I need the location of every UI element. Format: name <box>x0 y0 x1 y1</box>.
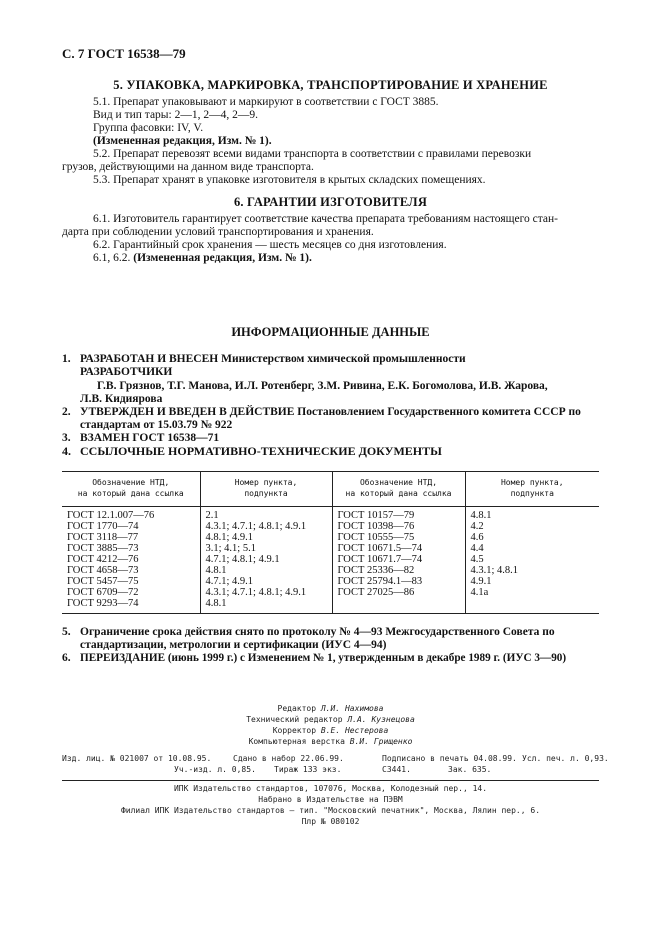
info-1-num: 1. <box>62 353 71 365</box>
imprint-pub-sheets: Уч.-изд. л. 0,85. <box>174 765 256 774</box>
imprint-divider <box>62 780 599 781</box>
info-1-developers-names: Г.В. Грязнов, Т.Г. Манова, И.Л. Ротенберг, З.М. Ривина, Е.К. Богомолова, И.В. Жарова, <box>97 380 548 392</box>
clause-5-2-line2: грузов, действующими на данном виде транспорта. <box>62 161 314 173</box>
header-clause-2: Номер пункта, подпункта <box>465 472 599 507</box>
imprint-plr: Плр № 080102 <box>301 817 360 826</box>
info-6-num: 6. <box>62 652 71 664</box>
info-2-approved-line2: стандартам от 15.03.79 № 922 <box>80 419 233 431</box>
section-5-title: 5. УПАКОВКА, МАРКИРОВКА, ТРАНСПОРТИРОВАНИЕ И ХРАНЕНИЕ <box>113 78 548 92</box>
imprint-license: Изд. лиц. № 021007 от 10.08.95. <box>62 754 212 763</box>
info-1-developers-label: РАЗРАБОТЧИКИ <box>80 366 173 378</box>
table-body-row <box>62 507 599 614</box>
amendment-note-6 <box>93 252 312 265</box>
amendment-note: (Измененная редакция, Изм. № 1). <box>93 135 272 147</box>
info-3-num: 3. <box>62 432 71 444</box>
imprint-editor: Редактор Л.И. Нахимова <box>277 704 384 713</box>
header-clause-1: Номер пункта, подпункта <box>200 472 332 507</box>
clause-6-2: 6.2. Гарантийный срок хранения — шесть месяцев со дня изготовления. <box>93 239 447 251</box>
table-header-row <box>62 472 599 507</box>
container-type: Вид и тип тары: 2—1, 2—4, 2—9. <box>93 109 258 121</box>
col-clause-2: 4.8.1 4.2 4.6 4.4 4.5 4.3.1; 4.8.1 4.9.1 4.1а <box>465 507 599 614</box>
header-ntd-1: Обозначение НТД, на который дана ссылка <box>62 472 200 507</box>
imprint-print-date: Подписано в печать 04.08.99. <box>382 754 517 763</box>
info-5-limitation-line2: стандартизации, метрологии и сертификации (ИУС 4—94) <box>80 639 387 651</box>
amendment-clauses: 6.1, 6.2. <box>93 252 131 264</box>
info-5-limitation: Ограничение срока действия снято по протоколу № 4—93 Межгосударственного Совета по <box>80 626 555 638</box>
amendment-text: (Измененная редакция, Изм. № 1). <box>133 252 312 264</box>
imprint-publisher: ИПК Издательство стандартов, 107076, Москва, Колодезный пер., 14. <box>173 784 488 793</box>
section-6-title: 6. ГАРАНТИИ ИЗГОТОВИТЕЛЯ <box>233 195 428 209</box>
imprint-order: Зак. 635. <box>448 765 492 774</box>
info-title: ИНФОРМАЦИОННЫЕ ДАННЫЕ <box>231 325 430 339</box>
info-1-developed: РАЗРАБОТАН И ВНЕСЕН Министерством химической промышленности <box>80 353 466 365</box>
clause-6-1-line1: 6.1. Изготовитель гарантирует соответствие качества препарата требованиям настоящего стан- <box>93 213 558 225</box>
info-4-num: 4. <box>62 444 71 458</box>
imprint-printer: Филиал ИПК Издательство стандартов — тип. "Московский печатник", Москва, Лялин пер., 6. <box>120 806 541 815</box>
clause-6-1-line2: дарта при соблюдении условий транспортирования и хранения. <box>62 226 374 238</box>
col-ntd-2: ГОСТ 10157—79 ГОСТ 10398—76 ГОСТ 10555—75 ГОСТ 10671.5—74 ГОСТ 10671.7—74 ГОСТ 25336—82 ГОСТ 25794.1—83 ГОСТ 27025—86 <box>332 507 465 614</box>
imprint-code: С3441. <box>382 765 411 774</box>
info-6-reissue: ПЕРЕИЗДАНИЕ (июнь 1999 г.) с Изменением № 1, утвержденным в декабре 1989 г. (ИУС 3—90) <box>80 652 567 664</box>
info-4-ref-docs: ССЫЛОЧНЫЕ НОРМАТИВНО-ТЕХНИЧЕСКИЕ ДОКУМЕНТЫ <box>80 444 442 458</box>
header-ntd-2: Обозначение НТД, на который дана ссылка <box>332 472 465 507</box>
col-ntd-1: ГОСТ 12.1.007—76 ГОСТ 1770—74 ГОСТ 3118—77 ГОСТ 3885—73 ГОСТ 4212—76 ГОСТ 4658—73 ГОСТ 5457—75 ГОСТ 6709—72 ГОСТ 9293—74 <box>62 507 200 614</box>
imprint-circulation: Тираж 133 экз. <box>274 765 342 774</box>
imprint-proofreader: Корректор В.Е. Нестерова <box>272 726 389 735</box>
clause-5-2-line1: 5.2. Препарат перевозят всеми видами транспорта в соответствии с правилами перевозки <box>93 148 532 160</box>
imprint-sheets: Усл. печ. л. 0,93. <box>522 754 609 763</box>
clause-5-3: 5.3. Препарат хранят в упаковке изготовителя в крытых складских помещениях. <box>93 174 486 186</box>
info-2-approved: УТВЕРЖДЕН И ВВЕДЕН В ДЕЙСТВИЕ Постановлением Государственного комитета СССР по <box>80 406 581 418</box>
imprint-typeset: Набрано в Издательстве на ПЭВМ <box>258 795 403 804</box>
packing-group: Группа фасовки: IV, V. <box>93 122 204 134</box>
imprint-tech-editor: Технический редактор Л.А. Кузнецова <box>246 715 415 724</box>
info-3-replaces: ВЗАМЕН ГОСТ 16538—71 <box>80 432 220 444</box>
imprint-layout: Компьютерная верстка В.И. Грищенко <box>248 737 413 746</box>
page-header: С. 7 ГОСТ 16538—79 <box>62 46 186 61</box>
reference-table <box>62 471 599 614</box>
info-2-num: 2. <box>62 406 71 418</box>
clause-5-1: 5.1. Препарат упаковывают и маркируют в соответствии с ГОСТ 3885. <box>93 96 439 108</box>
info-5-num: 5. <box>62 626 71 638</box>
col-clause-1: 2.1 4.3.1; 4.7.1; 4.8.1; 4.9.1 4.8.1; 4.9.1 3.1; 4.1; 5.1 4.7.1; 4.8.1; 4.9.1 4.8.1 4.7.1; 4.9.1 4.3.1; 4.7.1; 4.8.1; 4.9.1 4.8.1 <box>200 507 332 614</box>
info-1-developers-names-2: Л.В. Кидиярова <box>80 393 163 405</box>
imprint-typeset-date: Сдано в набор 22.06.99. <box>233 754 344 763</box>
